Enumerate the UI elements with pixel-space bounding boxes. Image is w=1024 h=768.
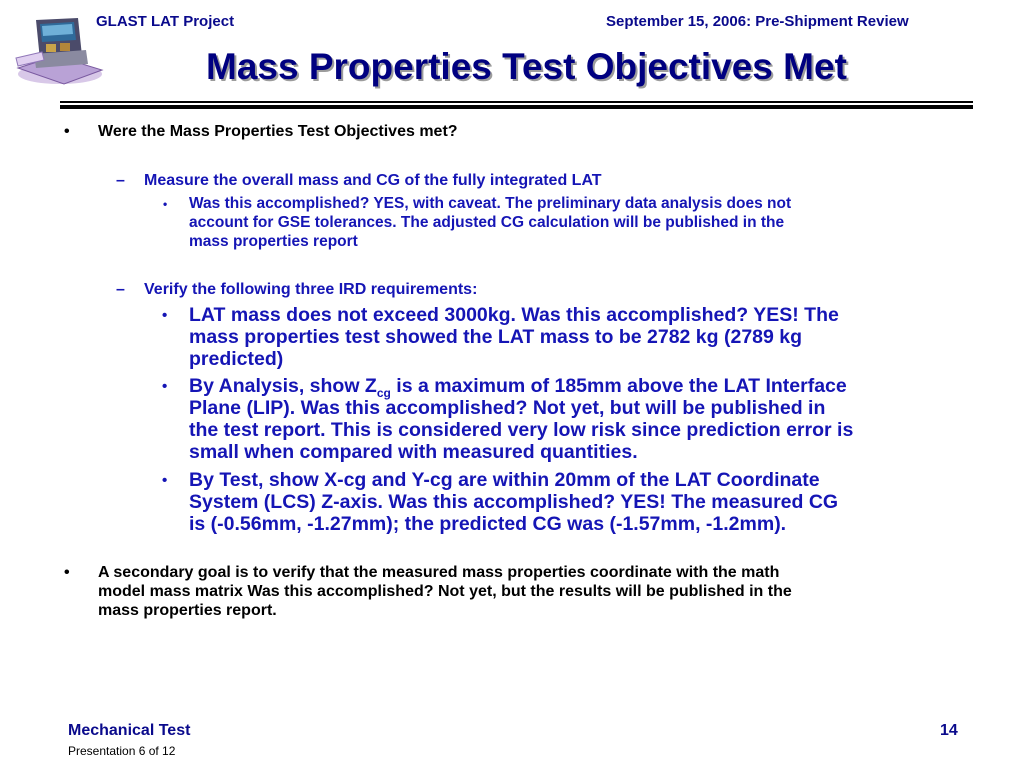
footer-presentation: Presentation 6 of 12 xyxy=(68,744,176,758)
sub-bullet-measure: Measure the overall mass and CG of the fully integrated LAT xyxy=(144,172,602,189)
bullet-dot: • xyxy=(64,564,70,581)
title-rule-thin xyxy=(60,101,973,103)
req-zcg-pre: By Analysis, show Z xyxy=(189,375,377,397)
bullet-1-text: Were the Mass Properties Test Objectives met? xyxy=(98,123,458,140)
bullet-dot: • xyxy=(162,472,168,489)
bullet-dot: • xyxy=(163,197,168,211)
glast-satellite-logo xyxy=(12,10,108,92)
bullet-dot: • xyxy=(162,307,168,324)
dash-marker: – xyxy=(116,172,125,189)
req-zcg-post: is a maximum of 185mm above the LAT Interface xyxy=(390,375,847,397)
req-mass-line-3: predicted) xyxy=(189,348,284,370)
dash-marker: – xyxy=(116,281,125,298)
caveat-line-3: mass properties report xyxy=(189,233,358,250)
zcg-subscript: cg xyxy=(376,385,391,400)
req-mass-line-1: LAT mass does not exceed 3000kg. Was this accomplished? YES! The xyxy=(189,304,839,326)
page-number: 14 xyxy=(940,722,958,739)
header-date: September 15, 2006: Pre-Shipment Review xyxy=(606,13,909,30)
bullet-dot: • xyxy=(64,123,70,140)
req-zcg-line-4: small when compared with measured quantities. xyxy=(189,441,638,463)
req-xycg-line-3: is (-0.56mm, -1.27mm); the predicted CG was (-1.57mm, -1.2mm). xyxy=(189,513,787,535)
req-xycg-line-2: System (LCS) Z-axis. Was this accomplished? YES! The measured CG xyxy=(189,491,839,513)
bullet-2-line-3: mass properties report. xyxy=(98,602,277,619)
bullet-dot: • xyxy=(162,378,168,395)
sub-bullet-verify: Verify the following three IRD requirements: xyxy=(144,281,478,298)
req-zcg-line-3: the test report. This is considered very low risk since prediction error is xyxy=(189,419,854,441)
bullet-2-line-2: model mass matrix Was this accomplished? Not yet, but the results will be published in the xyxy=(98,583,792,600)
footer-section: Mechanical Test xyxy=(68,722,191,739)
caveat-line-2: account for GSE tolerances. The adjusted CG calculation will be published in the xyxy=(189,214,785,231)
req-zcg-line-2: Plane (LIP). Was this accomplished? Not yet, but will be published in xyxy=(189,397,826,419)
slide-title: Mass Properties Test Objectives Met xyxy=(206,46,847,87)
req-mass-line-2: mass properties test showed the LAT mass to be 2782 kg (2789 kg xyxy=(189,326,803,348)
title-rule-thick xyxy=(60,105,973,109)
caveat-line-1: Was this accomplished? YES, with caveat. The preliminary data analysis does not xyxy=(189,195,792,212)
req-xycg-line-1: By Test, show X-cg and Y-cg are within 20mm of the LAT Coordinate xyxy=(189,469,820,491)
header-project: GLAST LAT Project xyxy=(96,13,235,30)
bullet-2-line-1: A secondary goal is to verify that the measured mass properties coordinate with the math xyxy=(98,564,780,581)
